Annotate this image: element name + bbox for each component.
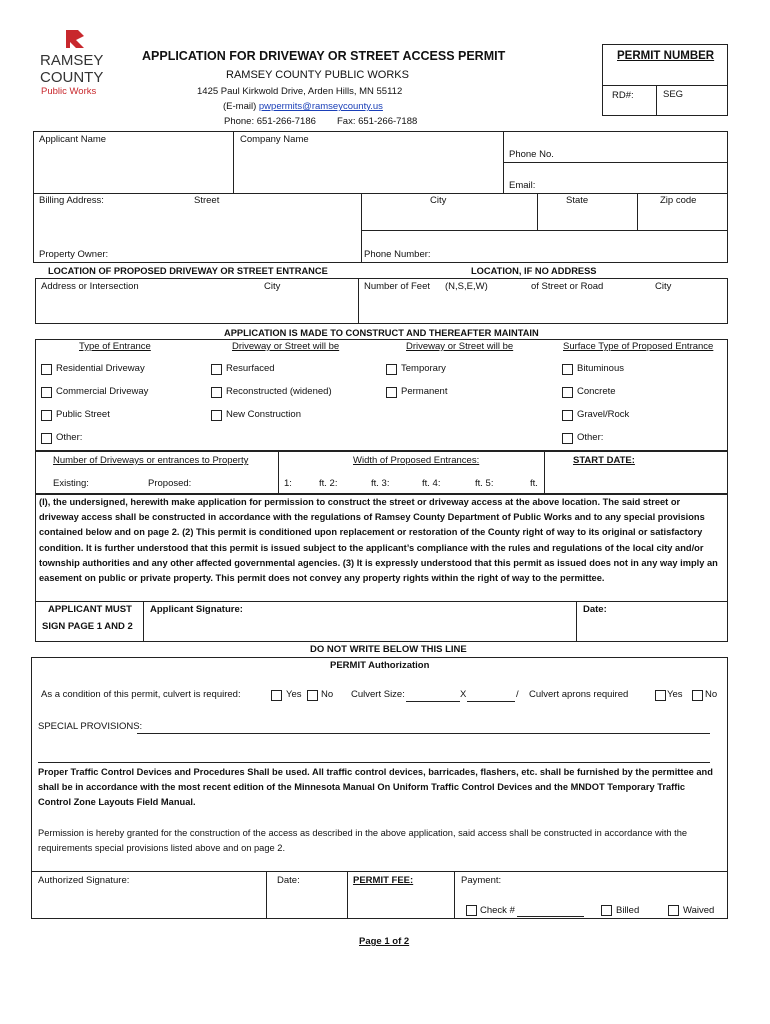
temporary-label: Temporary	[401, 363, 446, 374]
auth-date-label: Date:	[277, 875, 300, 886]
culvert-x-label: X	[460, 689, 467, 700]
culvert-aprons-label: Culvert aprons required	[529, 689, 629, 700]
location-city2-label: City	[655, 281, 672, 292]
width-1-label: 1:	[284, 478, 292, 489]
entrance-other-checkbox[interactable]	[41, 433, 52, 444]
zip-label: Zip code	[660, 195, 697, 206]
culvert-no-checkbox[interactable]	[307, 690, 318, 701]
width-proposed-label: Width of Proposed Entrances:	[353, 455, 480, 466]
driveway-will-be-header-1: Driveway or Street will be	[232, 341, 340, 352]
concrete-checkbox[interactable]	[562, 387, 573, 398]
billed-label: Billed	[616, 905, 640, 916]
applicant-date-field[interactable]	[578, 617, 727, 641]
billing-address-label: Billing Address:	[39, 195, 104, 206]
permit-number-title: PERMIT NUMBER	[617, 50, 715, 62]
org-fax: Fax: 651-266-7188	[337, 116, 418, 127]
width-3-label: ft. 3:	[371, 478, 390, 489]
width-ft-label: ft.	[530, 478, 538, 489]
residential-driveway-label: Residential Driveway	[56, 363, 145, 374]
billed-checkbox[interactable]	[601, 905, 612, 916]
resurfaced-label: Resurfaced	[226, 363, 275, 374]
check-checkbox[interactable]	[466, 905, 477, 916]
location-city-label: City	[264, 281, 281, 292]
logo-line3: Public Works	[41, 86, 97, 97]
concrete-label: Concrete	[577, 386, 616, 397]
phone-number-label: Phone Number:	[364, 249, 431, 260]
culvert-size-field-1[interactable]	[406, 688, 460, 701]
org-email-line	[223, 102, 383, 113]
permanent-checkbox[interactable]	[386, 387, 397, 398]
city-label: City	[430, 195, 447, 206]
construct-title: APPLICATION IS MADE TO CONSTRUCT AND THEREAFTER MAINTAIN	[224, 328, 539, 338]
org-name: RAMSEY COUNTY PUBLIC WORKS	[226, 69, 409, 81]
org-phone: Phone: 651-266-7186	[224, 116, 316, 127]
company-name-label: Company Name	[240, 134, 309, 145]
phone-no-label: Phone No.	[509, 149, 554, 160]
culvert-size-field-2[interactable]	[467, 688, 515, 701]
gravel-rock-label: Gravel/Rock	[577, 409, 630, 420]
culvert-yes-label: Yes	[286, 689, 302, 700]
start-date-field[interactable]	[546, 468, 727, 493]
check-number-field[interactable]	[517, 903, 584, 916]
property-owner-label: Property Owner:	[39, 249, 109, 260]
direction-label: (N,S,E,W)	[445, 281, 488, 292]
seg-label: SEG	[663, 89, 684, 100]
commercial-driveway-checkbox[interactable]	[41, 387, 52, 398]
type-of-entrance-header: Type of Entrance	[79, 341, 151, 352]
payment-label: Payment:	[461, 875, 502, 886]
auth-date-field[interactable]	[268, 888, 346, 918]
new-construction-label: New Construction	[226, 409, 301, 420]
residential-driveway-checkbox[interactable]	[41, 364, 52, 375]
permit-fee-field[interactable]	[349, 888, 453, 918]
org-address: 1425 Paul Kirkwold Drive, Arden Hills, MN 55112	[197, 86, 403, 97]
email-label: Email:	[509, 180, 536, 191]
permission-granted-text: Permission is hereby granted for the construction of the access as described in the above application, said access shall be constructed in accordance with the requirements special provisions listed above and on page 2.	[38, 828, 688, 854]
company-name-field[interactable]	[234, 147, 502, 192]
street-label: Street	[194, 195, 220, 206]
number-of-feet-label: Number of Feet	[364, 281, 430, 292]
do-not-write-label: DO NOT WRITE BELOW THIS LINE	[310, 644, 467, 655]
permit-fee-label: PERMIT FEE:	[353, 875, 414, 886]
applicant-name-label: Applicant Name	[39, 134, 107, 145]
aprons-yes-checkbox[interactable]	[655, 690, 666, 701]
resurfaced-checkbox[interactable]	[211, 364, 222, 375]
address-intersection-field[interactable]	[36, 294, 357, 323]
start-date-label: START DATE:	[573, 455, 635, 466]
driveway-will-be-header-2: Driveway or Street will be	[406, 341, 514, 352]
applicant-name-field[interactable]	[34, 147, 232, 192]
bituminous-checkbox[interactable]	[562, 364, 573, 375]
location-no-address-field[interactable]	[359, 294, 727, 323]
email-link[interactable]: pwpermits@ramseycounty.us	[258, 101, 383, 112]
authorized-signature-field[interactable]	[33, 888, 265, 918]
applicant-statement: (I), the undersigned, herewith make application for permission to construct the street or driveway access at the above location. The said street or driveway access shall be constructed in accordance with the regulations of Ramsey County Department of Public Works and to any special provisions contained below and on page 2. (2) This permit is conditioned upon replacement or restoration of the County right of way to its original or satisfactory condition. It is further understood that this permit is issued subject to the applicant’s compliance with the rules and regulations of the local city and/or township authorities and any other affected governmental agencies. (3) It is expressly understood that this permit as issued does not in any way imply an easement on public or private property. This permit does not convey any property rights within the right of way to the permittee.	[39, 497, 718, 584]
billing-zip-field[interactable]	[638, 208, 727, 229]
address-intersection-label: Address or Intersection	[41, 281, 139, 292]
width-2-label: ft. 2:	[319, 478, 338, 489]
page-number: Page 1 of 2	[359, 936, 410, 947]
public-street-checkbox[interactable]	[41, 410, 52, 421]
reconstructed-checkbox[interactable]	[211, 387, 222, 398]
location-no-address-title: LOCATION, IF NO ADDRESS	[471, 266, 597, 276]
surface-other-checkbox[interactable]	[562, 433, 573, 444]
logo-line1: RAMSEY	[40, 52, 104, 69]
surface-type-header: Surface Type of Proposed Entrance	[563, 341, 714, 352]
state-label: State	[566, 195, 589, 206]
surface-other-label: Other:	[577, 432, 604, 443]
rd-label: RD#:	[612, 90, 634, 101]
seg-field[interactable]	[657, 86, 727, 115]
authorized-signature-label: Authorized Signature:	[38, 875, 130, 886]
email-prefix: (E-mail)	[223, 101, 259, 112]
billing-state-field[interactable]	[538, 208, 636, 229]
logo-line2: COUNTY	[40, 69, 104, 86]
waived-label: Waived	[683, 905, 715, 916]
location-title: LOCATION OF PROPOSED DRIVEWAY OR STREET ENTRANCE	[48, 266, 328, 276]
special-provisions-field[interactable]	[137, 718, 710, 762]
waived-checkbox[interactable]	[668, 905, 679, 916]
reconstructed-label: Reconstructed (widened)	[226, 386, 332, 397]
culvert-size-label: Culvert Size:	[351, 689, 405, 700]
existing-field[interactable]	[92, 476, 142, 492]
permit-authorization-label: PERMIT Authorization	[330, 660, 430, 671]
applicant-signature-label: Applicant Signature:	[150, 604, 243, 615]
applicant-signature-field[interactable]	[145, 617, 575, 641]
logo-mark-icon	[64, 28, 86, 50]
rd-field[interactable]	[603, 86, 655, 115]
culvert-yes-checkbox[interactable]	[271, 690, 282, 701]
billing-street-field[interactable]	[34, 208, 360, 248]
email-field[interactable]	[504, 163, 727, 192]
phone-number-field[interactable]	[436, 248, 727, 262]
applicant-date-label: Date:	[583, 604, 607, 615]
existing-label: Existing:	[53, 478, 89, 489]
proposed-field[interactable]	[196, 476, 276, 492]
aprons-yes-label: Yes	[667, 689, 683, 700]
billing-city-field[interactable]	[362, 208, 536, 229]
special-provisions-label: SPECIAL PROVISIONS:	[38, 721, 143, 732]
property-owner-field[interactable]	[120, 248, 360, 262]
form-title: APPLICATION FOR DRIVEWAY OR STREET ACCESS PERMIT	[142, 49, 506, 63]
sign-page-label: SIGN PAGE 1 AND 2	[42, 621, 133, 632]
number-of-driveways-label: Number of Driveways or entrances to Property	[53, 455, 249, 466]
entrance-other-label: Other:	[56, 432, 83, 443]
permanent-label: Permanent	[401, 386, 448, 397]
phone-no-field[interactable]	[504, 132, 727, 161]
public-street-label: Public Street	[56, 409, 110, 420]
ramsey-county-logo	[40, 28, 125, 100]
traffic-control-text: Proper Traffic Control Devices and Procedures Shall be used. All traffic control devices, barricades, flashers, etc. shall be furnished by the permittee and shall be in accordance with the most recent edition of the Minnesota Manual On Uniform Traffic Control Devices and the MNDOT Temporary Traffic Control Zone Layouts Field Manual.	[38, 767, 713, 808]
culvert-slash-label: /	[516, 689, 519, 700]
gravel-rock-checkbox[interactable]	[562, 410, 573, 421]
applicant-must-label: APPLICANT MUST	[48, 604, 132, 615]
width-4-label: ft. 4:	[422, 478, 441, 489]
new-construction-checkbox[interactable]	[211, 410, 222, 421]
proposed-label: Proposed:	[148, 478, 192, 489]
aprons-no-label: No	[705, 689, 718, 700]
width-5-label: ft. 5:	[475, 478, 494, 489]
temporary-checkbox[interactable]	[386, 364, 397, 375]
culvert-question: As a condition of this permit, culvert is required:	[41, 689, 241, 700]
culvert-no-label: No	[321, 689, 334, 700]
aprons-no-checkbox[interactable]	[692, 690, 703, 701]
commercial-driveway-label: Commercial Driveway	[56, 386, 149, 397]
of-street-label: of Street or Road	[531, 281, 604, 292]
check-label: Check #	[480, 905, 515, 916]
bituminous-label: Bituminous	[577, 363, 624, 374]
